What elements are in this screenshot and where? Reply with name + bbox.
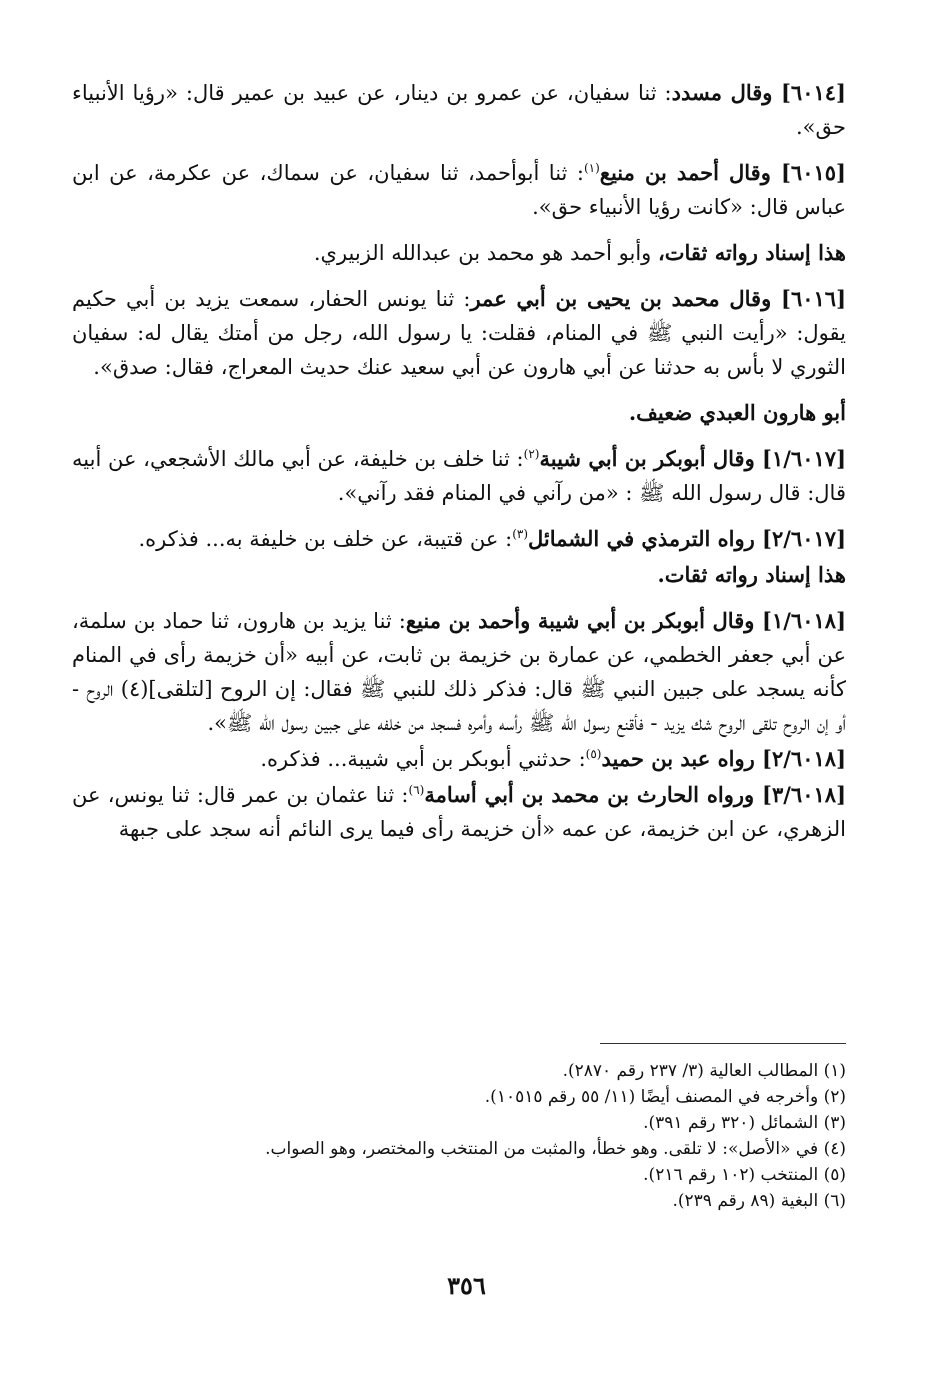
paragraph-6017-1: [72, 442, 846, 510]
paragraph-heading: [٢/٦٠١٨] رواه عبد بن حميد: [601, 746, 846, 771]
footnote-ref: (٢): [523, 447, 540, 461]
footnote-separator: [600, 1043, 846, 1044]
footnote-5: (٥) المنتخب (١٠٢ رقم ٢١٦).: [643, 1165, 846, 1185]
paragraph-6018-3: [72, 778, 846, 846]
paragraph-body: : ثنا عثمان بن عمر قال: ثنا يونس، عن الزهري، عن ابن خزيمة، عن عمه «أن خزيمة رأى فيما يرى النائم أنه سجد على جبهة: [72, 783, 846, 841]
paragraph-6016: [72, 282, 846, 384]
paragraph-heading: [٣/٦٠١٨] ورواه الحارث بن محمد بن أبي أسامة: [424, 782, 846, 807]
footnote-6: (٦) البغية (٨٩ رقم ٢٣٩).: [672, 1191, 846, 1211]
main-text: [72, 76, 846, 848]
paragraph-heading: [٦٠١٥] وقال أحمد بن منيع: [599, 160, 846, 185]
footnote-ref: (١): [583, 161, 600, 175]
paragraph-body: : ثنا سفيان، عن عمرو بن دينار، عن عبيد بن عمير قال: «رؤيا الأنبياء حق».: [72, 81, 846, 139]
paragraph-heading: هذا إسناد رواته ثقات.: [657, 562, 846, 587]
footnote-ref: (٦): [408, 783, 425, 797]
paragraph-heading: [١/٦٠١٨] وقال أبوبكر بن أبي شيبة وأحمد بن منيع: [405, 608, 846, 633]
page-number: ٣٥٦: [447, 1271, 486, 1300]
paragraph-6018-1: [72, 604, 846, 740]
footnote-3: (٣) الشمائل (٣٢٠ رقم ٣٩١).: [643, 1113, 846, 1133]
footnote-1: (١) المطالب العالية (٣/ ٢٣٧ رقم ٢٨٧٠).: [562, 1061, 846, 1081]
footnote-ref: (٥): [585, 747, 602, 761]
paragraph-body: : ثنا يزيد بن هارون، ثنا حماد بن سلمة، عن أبي جعفر الخطمي، عن عمارة بن خزيمة بن ثابت، عن أبيه «أن خزيمة رأى في المنام كأنه يسجد على جبين النبي ﷺ قال: فذكر ذلك للنبي ﷺ فقال: إن الروح [لتلقى](٤) الروح - أو إن الروح تلقى الروح شك يزيد - فأقنع رسول الله ﷺ رأسه وأمره فسجد من خلفه على جبين رسول الله ﷺ».: [72, 609, 846, 735]
paragraph-heading: هذا إسناد رواته ثقات،: [657, 240, 846, 265]
paragraph-body: : ثنا أبوأحمد، ثنا سفيان، عن سماك، عن عكرمة، عن ابن عباس قال: «كانت رؤيا الأنبياء حق».: [72, 161, 846, 219]
footnote-ref: (٣): [512, 527, 529, 541]
paragraph-6015: [72, 156, 846, 224]
paragraph-body: : ثنا يونس الحفار، سمعت يزيد بن أبي حكيم يقول: «رأيت النبي ﷺ في المنام، فقلت: يا رسول الله، رجل من أمتك يقال له: سفيان الثوري لا بأس به حدثنا عن أبي هارون عن أبي سعيد عنك حديث المعراج، فقال: صدق».: [72, 287, 846, 379]
paragraph-body: وأبو أحمد هو محمد بن عبدالله الزبيري.: [313, 241, 658, 265]
paragraph-6017-2: [72, 522, 846, 556]
paragraph-body: : عن قتيبة، عن خلف بن خليفة به... فذكره.: [138, 527, 513, 551]
paragraph-body: : ثنا خلف بن خليفة، عن أبي مالك الأشجعي، عن أبيه قال: قال رسول الله ﷺ : «من رآني في المنام فقد رآني».: [72, 447, 846, 505]
paragraph-heading: [٢/٦٠١٧] رواه الترمذي في الشمائل: [528, 526, 846, 551]
paragraph-6018-2: [72, 742, 846, 776]
footnotes: [72, 1058, 846, 1214]
paragraph-heading: [٦٠١٦] وقال محمد بن يحيى بن أبي عمر: [470, 286, 846, 311]
paragraph-heading: [١/٦٠١٧] وقال أبوبكر بن أبي شيبة: [539, 446, 846, 471]
footnote-2: (٢) وأخرجه في المصنف أيضًا (١١/ ٥٥ رقم ١٠٥١٥).: [484, 1087, 846, 1107]
footnote-4: (٤) في «الأصل»: لا تلقى. وهو خطأ، والمثبت من المنتخب والمختصر، وهو الصواب.: [265, 1139, 846, 1159]
paragraph-6014: [72, 76, 846, 144]
paragraph-isnad-note-2: [72, 558, 846, 592]
paragraph-body: : حدثني أبوبكر بن أبي شيبة... فذكره.: [260, 747, 586, 771]
paragraph-heading: أبو هارون العبدي ضعيف.: [628, 400, 846, 425]
paragraph-narrator-note: [72, 396, 846, 430]
paragraph-heading: [٦٠١٤] وقال مسدد: [671, 80, 846, 105]
paragraph-isnad-note-1: [72, 236, 846, 270]
